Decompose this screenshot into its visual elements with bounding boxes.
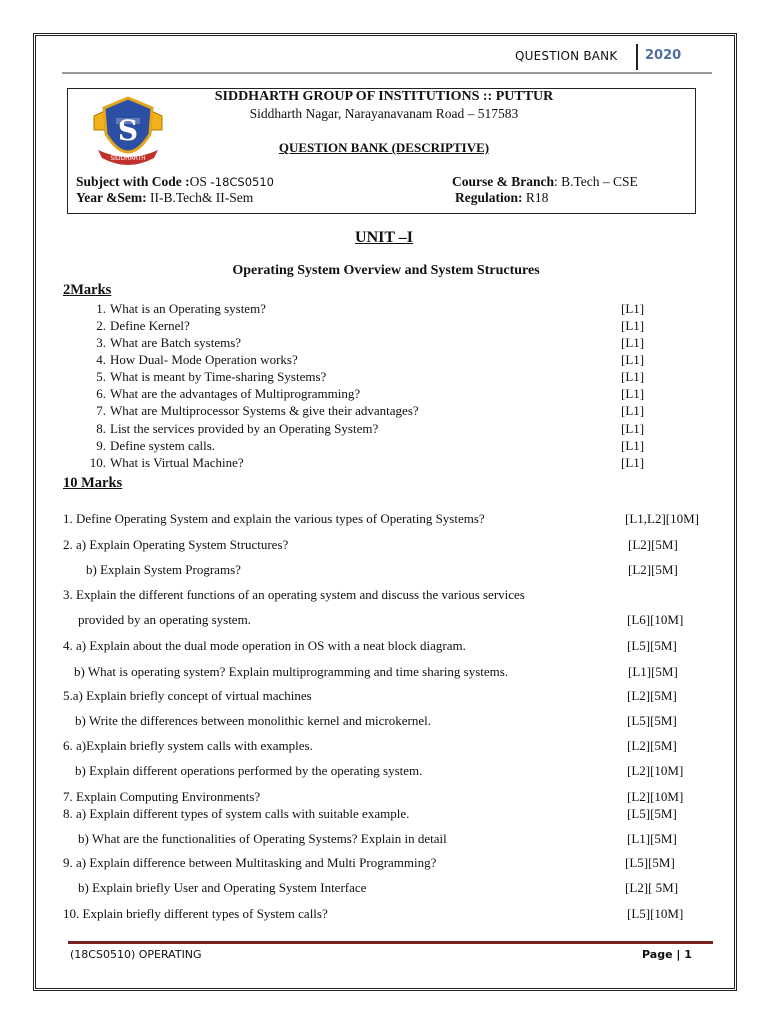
subject-line bbox=[76, 174, 274, 190]
question-text: 1. Define Operating System and explain the various types of Operating Systems? bbox=[63, 511, 485, 526]
question-text: provided by an operating system. bbox=[78, 612, 251, 627]
page-num: 1 bbox=[680, 948, 692, 961]
question-text: What are Multiprocessor Systems & give their advantages? bbox=[110, 403, 419, 418]
question-mark: [L5][5M] bbox=[627, 806, 677, 821]
institution-address: Siddharth Nagar, Narayanavanam Road – 517583 bbox=[249, 106, 519, 121]
course-label: Course & Branch bbox=[452, 174, 554, 189]
header-rule bbox=[62, 72, 712, 74]
question-text: 2. a) Explain Operating System Structures? bbox=[63, 537, 289, 552]
question-text: b) What is operating system? Explain multiprogramming and time sharing systems. bbox=[74, 664, 509, 679]
footer-course: (18CS0510) OPERATING bbox=[70, 948, 202, 961]
question-mark: [L6][10M] bbox=[627, 612, 684, 627]
unit-title: UNIT –I bbox=[355, 229, 413, 246]
question-mark: [L2][5M] bbox=[628, 562, 678, 577]
question-level: [L1] bbox=[621, 386, 645, 401]
subject-code: 18CS0510 bbox=[214, 175, 274, 189]
question-number: 6. bbox=[96, 386, 106, 401]
question-mark: [L2][5M] bbox=[628, 537, 678, 552]
year-sem-line bbox=[76, 190, 253, 206]
regulation-value: R18 bbox=[522, 190, 549, 205]
footer-page-number bbox=[642, 948, 692, 961]
question-level: [L1] bbox=[621, 403, 645, 418]
question-text: What are the advantages of Multiprogramming? bbox=[110, 386, 361, 401]
question-mark: [L2][10M] bbox=[627, 789, 684, 804]
question-text: What is meant by Time-sharing Systems? bbox=[110, 369, 327, 384]
logo-letter: S bbox=[117, 114, 139, 147]
year-value: II-B.Tech& II-Sem bbox=[146, 190, 254, 205]
question-mark: [L5][5M] bbox=[627, 638, 677, 653]
question-text: 10. Explain briefly different types of System calls? bbox=[63, 906, 328, 921]
ten-marks-heading: 10 Marks bbox=[63, 475, 123, 491]
question-level: [L1] bbox=[621, 335, 645, 350]
page-label: Page | bbox=[642, 948, 681, 961]
header-separator bbox=[636, 44, 638, 70]
footer-rule bbox=[68, 941, 713, 944]
question-number: 10. bbox=[89, 455, 106, 470]
question-text: 4. a) Explain about the dual mode operation in OS with a neat block diagram. bbox=[63, 638, 466, 653]
question-level: [L1] bbox=[621, 352, 645, 367]
question-text: b) Explain briefly User and Operating System Interface bbox=[78, 880, 367, 895]
question-mark: [L1,L2][10M] bbox=[625, 511, 700, 526]
question-mark: [L5][10M] bbox=[627, 906, 684, 921]
course-line bbox=[452, 174, 638, 190]
regulation-line bbox=[455, 190, 548, 206]
question-number: 2. bbox=[96, 318, 106, 333]
question-text: Define system calls. bbox=[110, 438, 216, 453]
question-number: 7. bbox=[96, 403, 106, 418]
question-text: b) Write the differences between monolithic kernel and microkernel. bbox=[75, 713, 431, 728]
question-text: b) Explain different operations performed by the operating system. bbox=[75, 763, 423, 778]
question-text: List the services provided by an Operating System? bbox=[110, 421, 379, 436]
question-text: What is Virtual Machine? bbox=[110, 455, 244, 470]
question-text: b) Explain System Programs? bbox=[86, 562, 241, 577]
question-mark: [L1][5M] bbox=[627, 831, 677, 846]
question-text: Define Kernel? bbox=[110, 318, 190, 333]
question-mark: [L2][ 5M] bbox=[625, 880, 679, 895]
question-number: 3. bbox=[96, 335, 106, 350]
unit-subtitle: Operating System Overview and System Structures bbox=[232, 263, 540, 278]
question-mark: [L5][5M] bbox=[627, 713, 677, 728]
question-text: 9. a) Explain difference between Multitasking and Multi Programming? bbox=[63, 855, 437, 870]
question-text: 7. Explain Computing Environments? bbox=[63, 789, 261, 804]
header-year: 2020 bbox=[645, 48, 682, 63]
question-text: 6. a)Explain briefly system calls with examples. bbox=[63, 738, 313, 753]
question-text: What are Batch systems? bbox=[110, 335, 242, 350]
question-level: [L1] bbox=[621, 369, 645, 384]
question-mark: [L1][5M] bbox=[628, 664, 678, 679]
question-level: [L1] bbox=[621, 301, 645, 316]
question-level: [L1] bbox=[621, 421, 645, 436]
question-text: 3. Explain the different functions of an operating system and discuss the various services bbox=[63, 587, 525, 602]
question-number: 5. bbox=[96, 369, 106, 384]
year-label: Year &Sem: bbox=[76, 190, 147, 205]
regulation-label: Regulation: bbox=[455, 190, 523, 205]
logo-ribbon-text: SIDDHARTH bbox=[110, 155, 146, 162]
question-text: b) What are the functionalities of Operating Systems? Explain in detail bbox=[78, 831, 447, 846]
question-text: 5.a) Explain briefly concept of virtual machines bbox=[63, 688, 312, 703]
question-mark: [L2][5M] bbox=[627, 688, 677, 703]
question-mark: [L5][5M] bbox=[625, 855, 675, 870]
question-level: [L1] bbox=[621, 438, 645, 453]
question-level: [L1] bbox=[621, 318, 645, 333]
question-text: What is an Operating system? bbox=[110, 301, 266, 316]
course-value: : B.Tech – CSE bbox=[554, 174, 638, 189]
question-mark: [L2][10M] bbox=[627, 763, 684, 778]
question-number: 8. bbox=[96, 421, 106, 436]
header-title: QUESTION BANK bbox=[515, 49, 618, 63]
institution-name: SIDDHARTH GROUP OF INSTITUTIONS :: PUTTUR bbox=[214, 89, 554, 104]
question-text: 8. a) Explain different types of system calls with suitable example. bbox=[63, 806, 410, 821]
subject-value: OS - bbox=[189, 174, 215, 189]
two-marks-heading: 2Marks bbox=[63, 282, 112, 298]
subject-label: Subject with Code : bbox=[76, 174, 190, 189]
question-number: 9. bbox=[96, 438, 106, 453]
question-level: [L1] bbox=[621, 455, 645, 470]
question-text: How Dual- Mode Operation works? bbox=[110, 352, 298, 367]
question-number: 1. bbox=[96, 301, 106, 316]
question-mark: [L2][5M] bbox=[627, 738, 677, 753]
document-title: QUESTION BANK (DESCRIPTIVE) bbox=[278, 140, 490, 155]
question-number: 4. bbox=[96, 352, 106, 367]
